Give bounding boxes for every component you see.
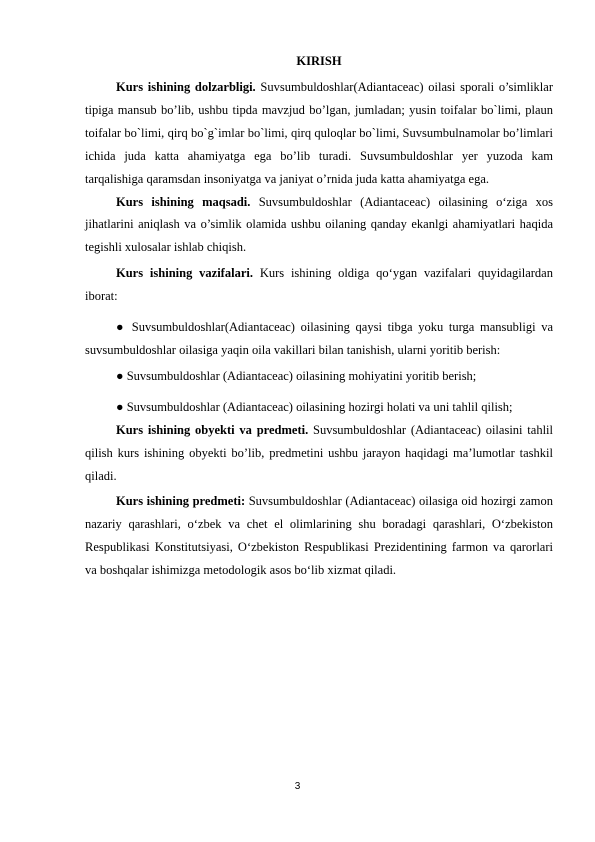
paragraph-heading: Kurs ishining dolzarbligi. (116, 80, 256, 94)
paragraph-vazifalari (85, 262, 553, 308)
page-number: 3 (294, 781, 301, 792)
bullet-item (85, 365, 553, 388)
paragraph-predmeti (85, 490, 553, 582)
paragraph-heading: Kurs ishining maqsadi. (116, 194, 251, 209)
paragraph-heading: Kurs ishining obyekti va predmeti. (116, 422, 309, 437)
bullet-text: Suvsumbuldoshlar(Adiantaceac) oilasining qaysi tibga yoku turga mansubligi va suvsumbuldoshlar oilasiga yaqin oila vakillari bilan tanishish, ularni yoritib berish: (85, 320, 554, 357)
page-content (85, 53, 553, 582)
bullet-item (85, 396, 553, 419)
bullet-icon: ● (116, 399, 124, 414)
bullet-text: Suvsumbuldoshlar (Adiantaceac) oilasining hozirgi holati va uni tahlil qilish; (126, 399, 513, 414)
paragraph-text: Suvsumbuldoshlar(Adiantaceac) oilasi sporali o’simliklar tipiga mansub bo’lib, ushbu tipda mavzjud bo’lgan, jumladan; yusin toifalar bo`limi, plaun toifalar bo`limi, qirq bo`g`imlar bo`limi, qirq quloqlar bo`limi, Suvsumbulnamolar bo’limlari ichida juda katta ahamiyatga ega bo’lib turadi. Suvsumbuldoshlar yer yuzoda kam tarqalishiga qaramsdan insoniyatga va janiyat o’rnida juda katta ahamiyatga ega. (85, 80, 553, 186)
paragraph-maqsadi (85, 191, 553, 260)
bullet-text: Suvsumbuldoshlar (Adiantaceac) oilasining mohiyatini yoritib berish; (126, 368, 477, 383)
paragraph-heading: Kurs ishining vazifalari. (116, 266, 253, 281)
paragraph-text: Kurs ishining oldiga qo‘ygan vazifalari quyidagilardan iborat: (85, 266, 553, 304)
bullet-item (85, 316, 553, 362)
bullet-icon: ● (116, 320, 127, 335)
paragraph-obyekti (85, 419, 553, 488)
paragraph-dolzarbligi (85, 76, 553, 191)
paragraph-text: Suvsumbuldoshlar (Adiantaceac) oilasini tahlil qilish kurs ishining obyekti bo’lib, predmetini ushbu jarayon haqidagi ma’lumotlar tashkil qiladi. (85, 422, 553, 483)
paragraph-text: Suvsumbuldoshlar (Adiantaceac) oilasiga oid hozirgi zamon nazariy qarashlari, o‘zbek va chet el olimlarining shu boradagi qarashlari, O‘zbekiston Respublikasi Konstitutsiyasi, O‘zbekiston Respublikasi Prezidentining farmon va qarorlari va boshqalar ishimizga metodologik asos bo‘lib xizmat qiladi. (85, 494, 554, 578)
page-title: KIRISH (296, 54, 342, 68)
paragraph-text: Suvsumbuldoshlar (Adiantaceac) oilasining o‘ziga xos jihatlarini aniqlash va o’simlik olamida ushbu oilaning qanday ekanlgi ahamiyatlari haqida tegishli xulosalar ishlab chiqish. (85, 194, 553, 255)
paragraph-heading: Kurs ishining predmeti: (116, 494, 246, 509)
bullet-icon: ● (116, 368, 124, 383)
